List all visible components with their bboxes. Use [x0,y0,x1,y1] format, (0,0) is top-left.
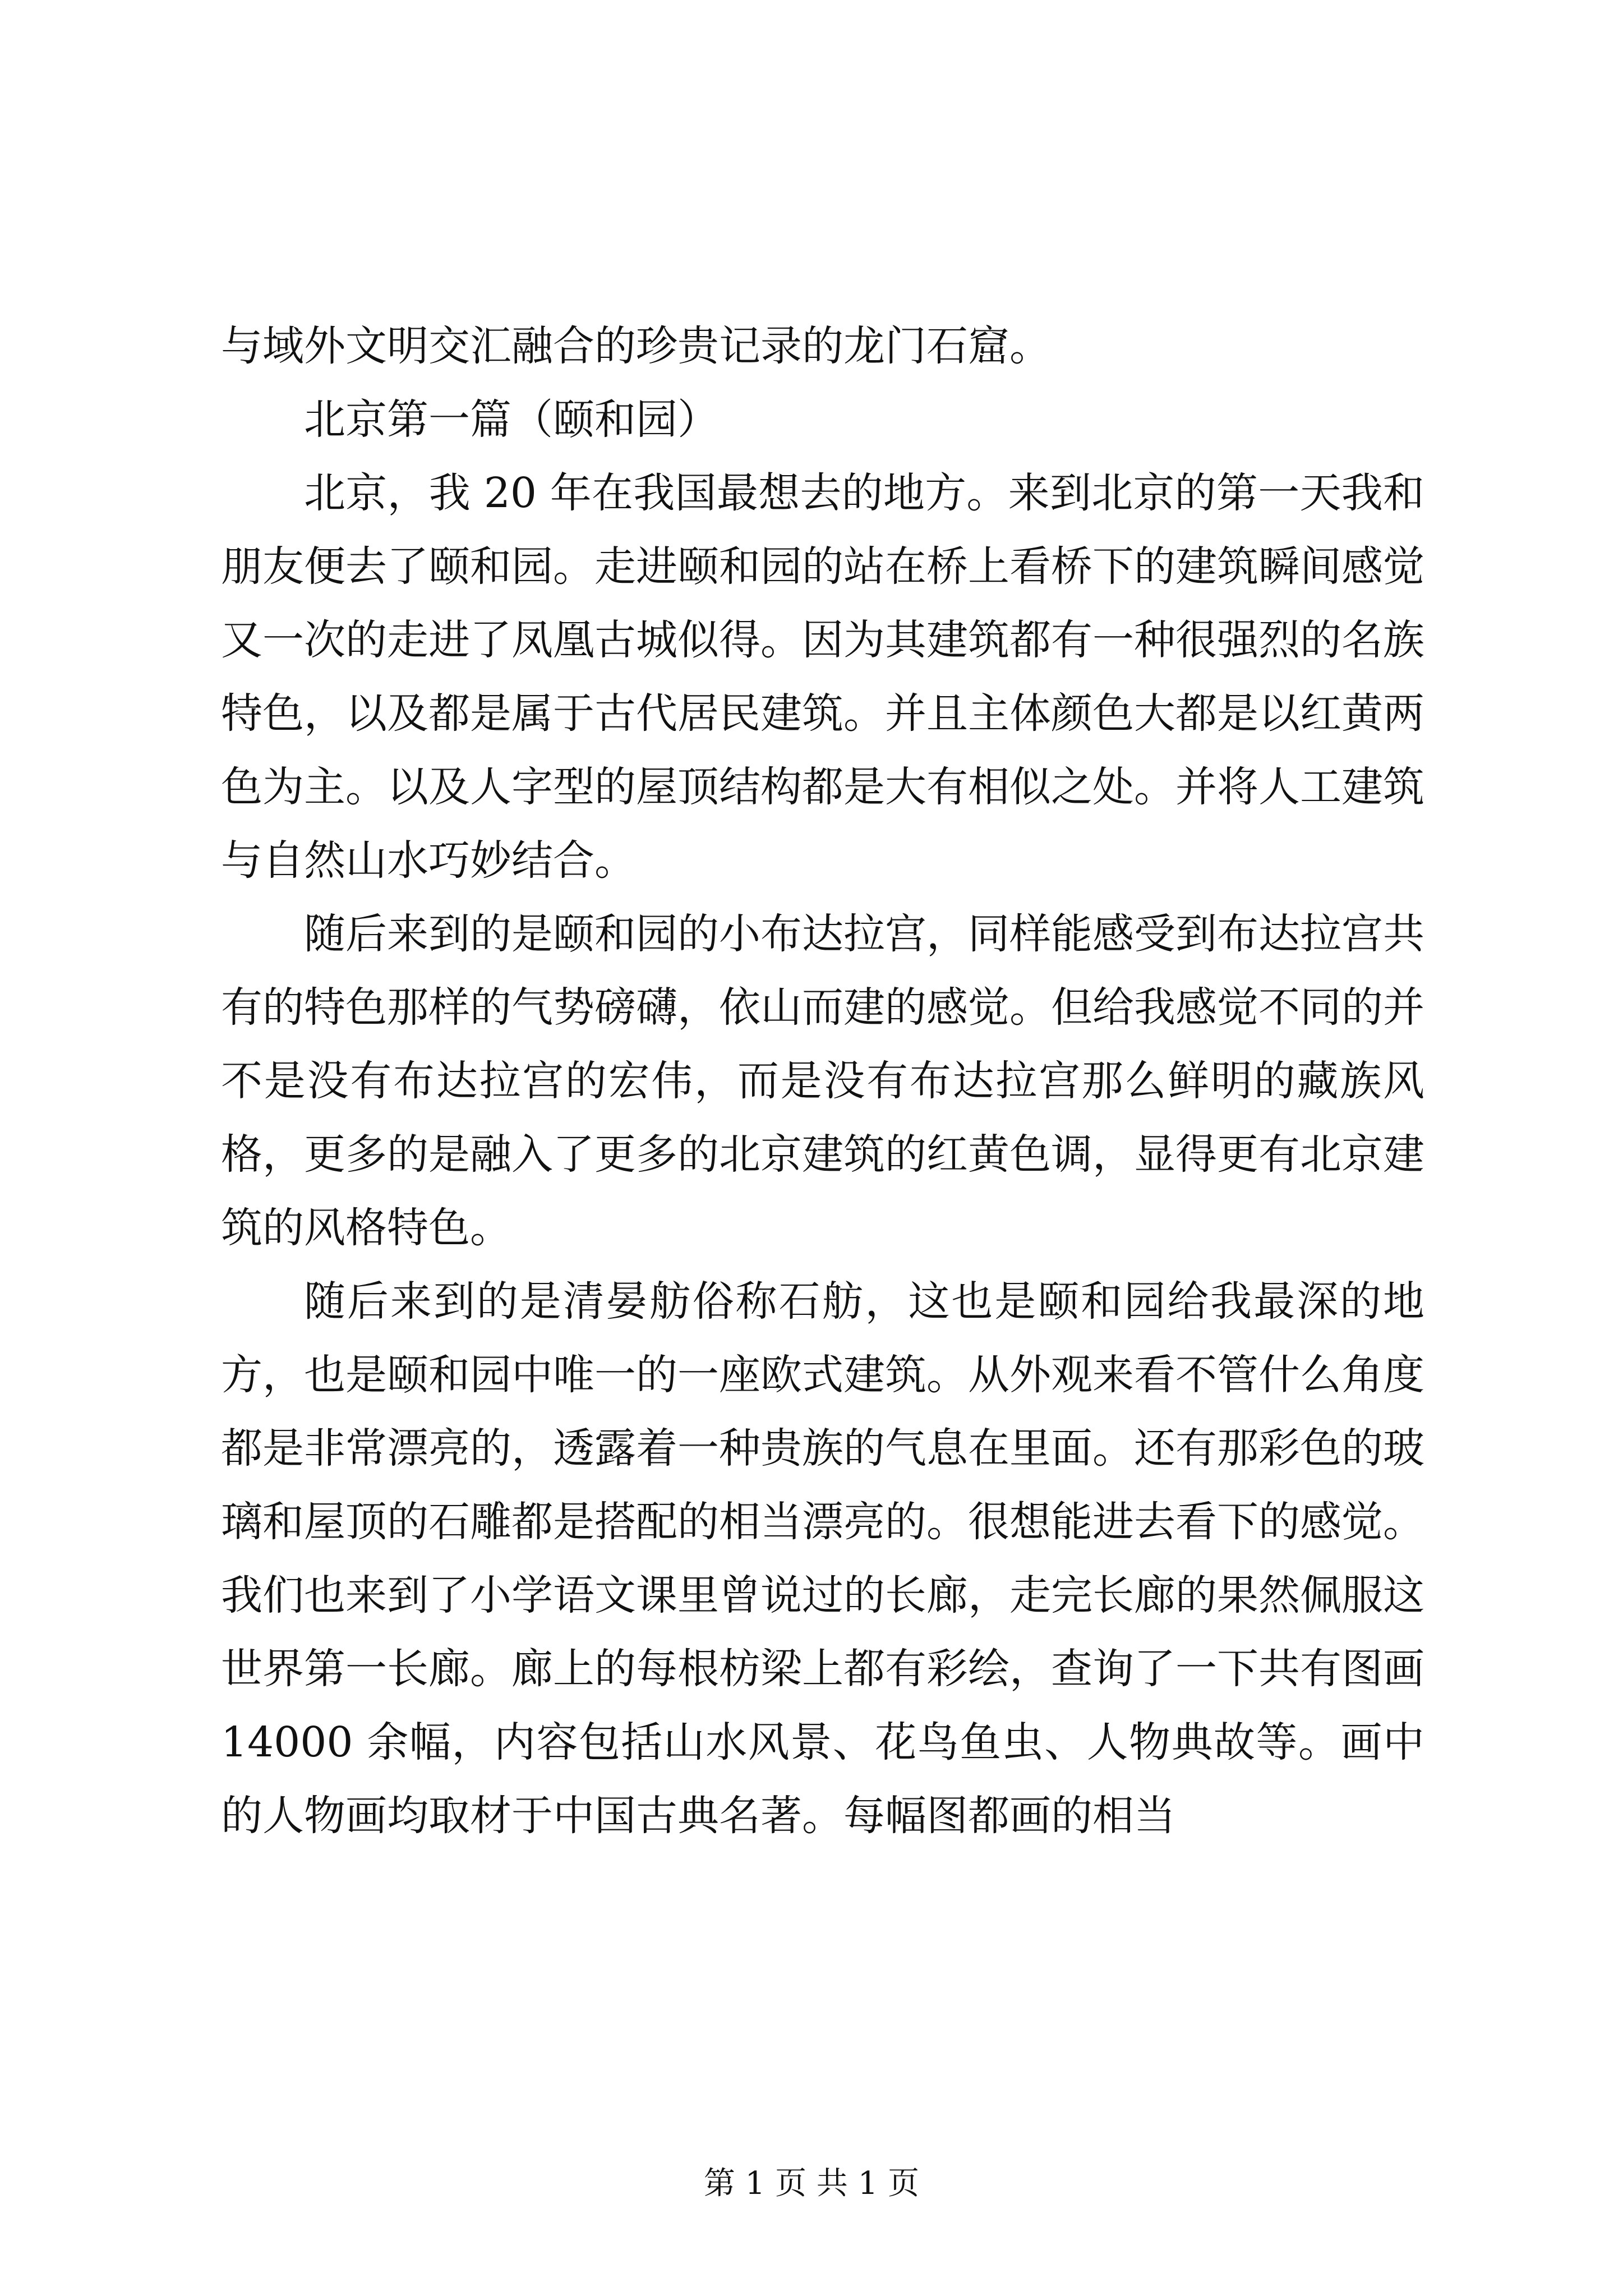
section-heading: 北京第一篇（颐和园） [304,395,719,444]
document-body [221,310,1424,1853]
paragraph-marble-boat: 随后来到的是清晏舫俗称石舫，这也是颐和园给我最深的地方，也是颐和园中唯一的一座欧式建筑。从外观来看不管什么角度都是非常漂亮的，透露着一种贵族的气息在里面。还有那彩色的玻璃和屋顶的石雕都是搭配的相当漂亮的。很想能进去看下的感觉。我们也来到了小学语文课里曾说过的长廊，走完长廊的果然佩服这世界第一长廊。廊上的每根枋梁上都有彩绘，查询了一下共有图画 14000 余幅，内容包括山水风景、花鸟鱼虫、人物典故等。画中的人物画均取材于中国古典名著。每幅图都画的相当 [221,1277,1424,1840]
page-footer: 第 1 页 共 1 页 [703,2165,920,2202]
paragraph-little-potala: 随后来到的是颐和园的小布达拉宫，同样能感受到布达拉宫共有的特色那样的气势磅礴，依山而建的感觉。但给我感觉不同的并不是没有布达拉宫的宏伟，而是没有布达拉宫那么鲜明的藏族风格，更多的是融入了更多的北京建筑的红黄色调，显得更有北京建筑的风格特色。 [221,910,1424,1252]
paragraph-beijing-intro: 北京，我 20 年在我国最想去的地方。来到北京的第一天我和朋友便去了颐和园。走进颐和园的站在桥上看桥下的建筑瞬间感觉又一次的走进了凤凰古城似得。因为其建筑都有一种很强烈的名族特色，以及都是属于古代居民建筑。并且主体颜色大都是以红黄两色为主。以及人字型的屋顶结构都是大有相似之处。并将人工建筑与自然山水巧妙结合。 [221,469,1424,885]
paragraph-continuation: 与域外文明交汇融合的珍贵记录的龙门石窟。 [221,322,1051,370]
